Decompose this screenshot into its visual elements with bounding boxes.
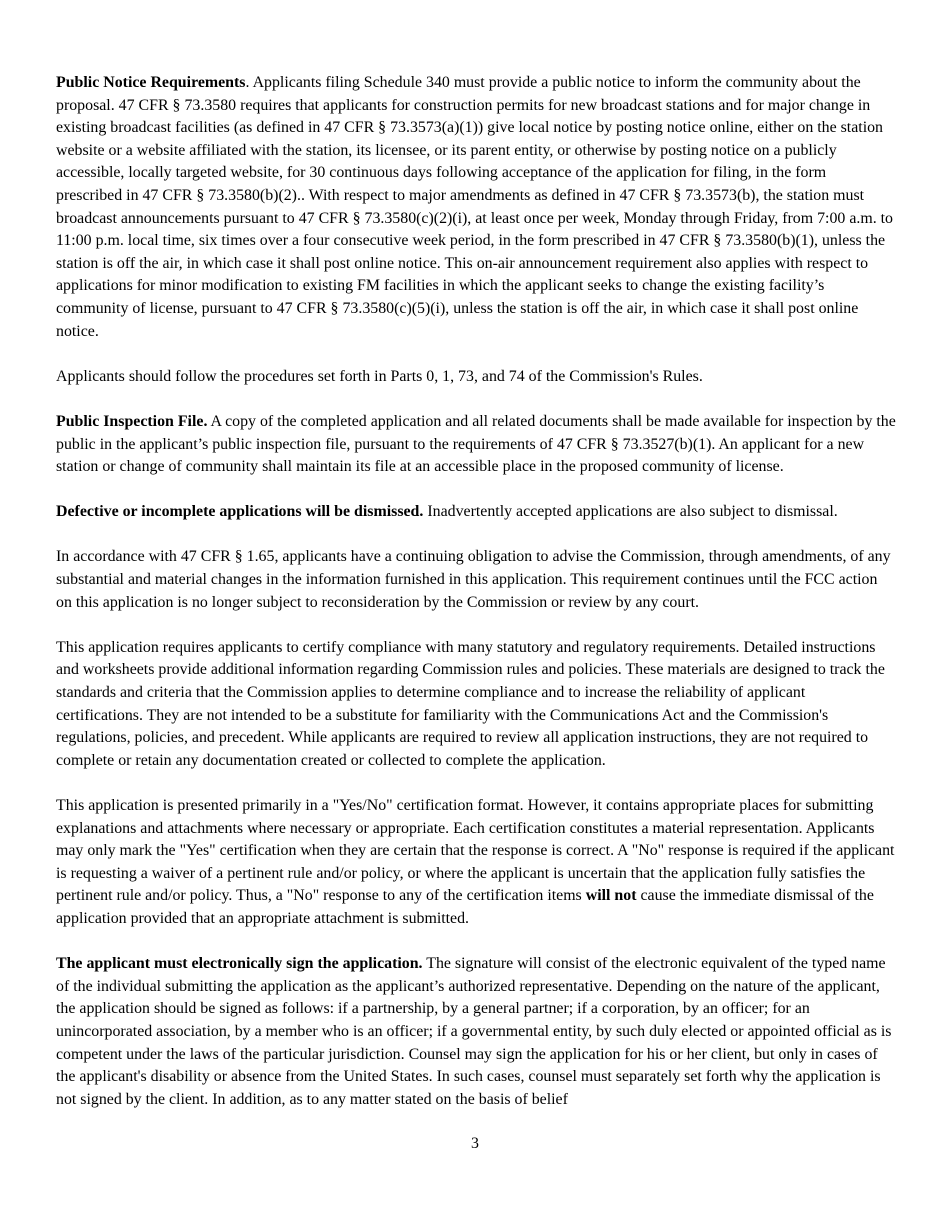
page-number: 3 [471, 1135, 479, 1152]
text-yes-no-after: cause the immediate dismissal of the application provided that an appropriate attachment is submitted. [56, 887, 874, 927]
paragraph-procedures [56, 366, 896, 389]
paragraph-defective [56, 501, 896, 524]
text-certify: This application requires applicants to certify compliance with many statutory and regulatory requirements. Detailed instructions and worksheets provide additional information regarding Commission rules and policies. These materials are designed to track the standards and criteria that the Commission applies to determine compliance and to increase the reliability of applicant certifications. They are not intended to be a substitute for familiarity with the Communications Act and the Commission's regulations, policies, and precedent. While applicants are required to review all application instructions, they are not required to complete or retain any documentation created or collected to complete the application. [56, 638, 885, 769]
paragraph-continuing-obligation [56, 546, 896, 614]
text-defective: Inadvertently accepted applications are also subject to dismissal. [423, 503, 838, 521]
paragraph-signature [56, 953, 896, 1111]
text-signature: The signature will consist of the electronic equivalent of the typed name of the individual submitting the application as the applicant’s authorized representative. Depending on the nature of the applicant, the application should be signed as follows: if a partnership, by a general partner; if a corporation, by an officer; for an unincorporated association, by a member who is an officer; if a governmental entity, by such duly elected or appointed official as is competent under the laws of the particular jurisdiction. Counsel may sign the application for his or her client, but only in cases of the applicant's disability or absence from the United States. In such cases, counsel must separately set forth why the application is not signed by the client. In addition, as to any matter stated on the basis of belief [56, 955, 892, 1108]
heading-defective: Defective or incomplete applications will be dismissed. [56, 503, 424, 521]
text-public-inspection: A copy of the completed application and all related documents shall be made available for inspection by the public in the applicant’s public inspection file, pursuant to the requirements of 47 CFR § 73.3527(b)(1). An applicant for a new station or change of community shall maintain its file at an accessible place in the proposed community of license. [56, 412, 896, 476]
text-public-notice: . Applicants filing Schedule 340 must provide a public notice to inform the community about the proposal. 47 CFR § 73.3580 requires that applicants for construction permits for new broadcast stations and for major change in existing broadcast facilities (as defined in 47 CFR § 73.3573(a)(1)) give local notice by posting notice online, either on the station website or a website affiliated with the station, its licensee, or its parent entity, or otherwise by posting notice on a publicly accessible, locally targeted website, for 30 continuous days following acceptance of the application for filing, in the form prescribed in 47 CFR § 73.3580(b)(2).. With respect to major amendments as defined in 47 CFR § 73.3573(b), the station must broadcast announcements pursuant to 47 CFR § 73.3580(c)(2)(i), at least once per week, Monday through Friday, from 7:00 a.m. to 11:00 p.m. local time, six times over a four consecutive week period, in the form prescribed in 47 CFR § 73.3580(b)(1), unless the station is off the air, in which case it shall post online notice. This on-air announcement requirement also applies with respect to applications for minor modification to existing FM facilities in which the applicant seeks to change the existing facility’s community of license, pursuant to 47 CFR § 73.3580(c)(5)(i), unless the station is off the air, in which case it shall post online notice. [56, 74, 894, 340]
document-page [56, 72, 896, 1111]
paragraph-public-notice [56, 72, 896, 343]
heading-public-notice: Public Notice Requirements [56, 74, 246, 91]
text-continuing-obligation: In accordance with 47 CFR § 1.65, applicants have a continuing obligation to advise the Commission, through amendments, of any substantial and material changes in the information furnished in this application. This requirement continues until the FCC action on this application is no longer subject to reconsideration by the Commission or review by any court. [56, 548, 891, 611]
text-yes-no-before: This application is presented primarily in a "Yes/No" certification format. However, it contains appropriate places for submitting explanations and attachments where necessary or appropriate. Each certification constitutes a material representation. Applicants may only mark the "Yes" certification when they are certain that the response is correct. A "No" response is required if the applicant is requesting a waiver of a pertinent rule and/or policy, or where the applicant is uncertain that the application fully satisfies the pertinent rule and/or policy. Thus, a "No" response to any of the certification items [56, 797, 895, 905]
heading-public-inspection: Public Inspection File. [56, 412, 208, 430]
paragraph-yes-no [56, 795, 896, 931]
paragraph-public-inspection [56, 411, 896, 479]
text-yes-no-emphasis: will not [585, 887, 637, 905]
paragraph-certify [56, 637, 896, 773]
heading-signature: The applicant must electronically sign the application. [56, 955, 423, 973]
text-procedures: Applicants should follow the procedures set forth in Parts 0, 1, 73, and 74 of the Commission's Rules. [56, 367, 703, 385]
